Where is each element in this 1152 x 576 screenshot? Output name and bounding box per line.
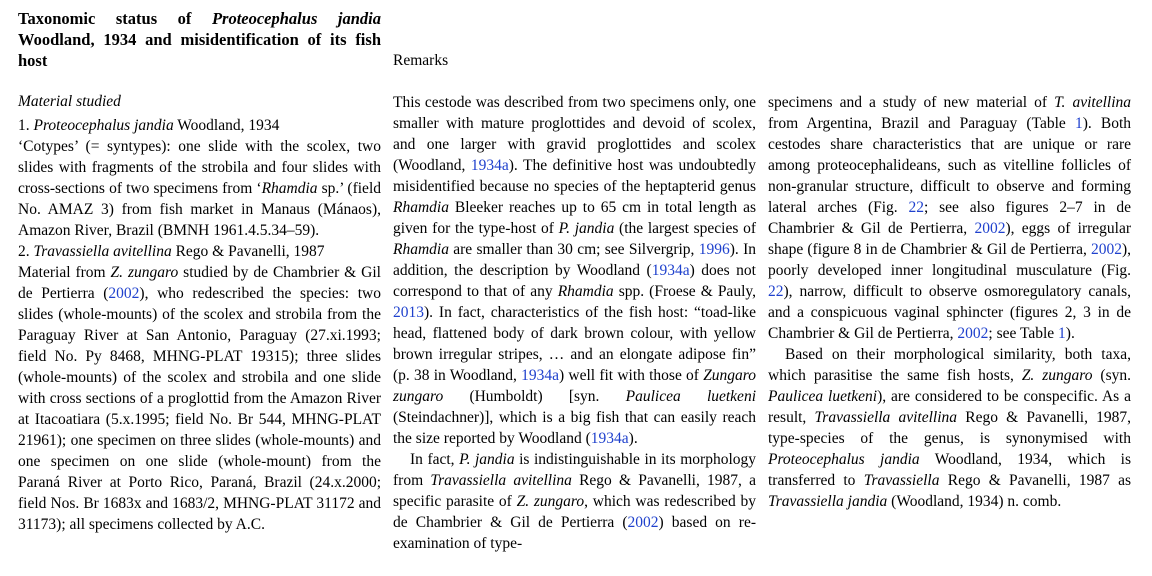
text-run: ), poorly developed inner longitudinal musculature (Fig. xyxy=(768,241,1131,279)
citation-link[interactable]: 1934a xyxy=(590,430,629,447)
text-run: T. avitellina xyxy=(1054,94,1131,111)
text-run: from Argentina, Brazil and Paraguay (Table xyxy=(768,115,1075,132)
text-run: This cestode was described from two specimens only, one smaller with mature proglottides and devoid of scolex, and one larger with gravid proglottides and scolex (Woodland, xyxy=(393,94,756,174)
text-run: Z. zungaro xyxy=(516,493,585,510)
text-run: ; see also figures 2–7 in de Chambrier & Gil de Pertierra, xyxy=(768,199,1132,237)
text-run: Rhamdia xyxy=(557,283,614,300)
text-run: ) based on re-examination of type- xyxy=(393,514,756,552)
remarks-paragraph-3 xyxy=(768,92,1131,344)
citation-link[interactable]: 2013 xyxy=(393,304,424,321)
text-run: are smaller than 30 cm; see Silvergrip, xyxy=(448,241,699,258)
text-run: Travassiella avitellina xyxy=(430,472,572,489)
text-run: Material from xyxy=(18,264,111,281)
text-run: ), are considered to be conspecific. As a result, xyxy=(768,388,1131,426)
material-item-2-body xyxy=(18,262,381,535)
text-run: Based on their morphological similarity, both taxa, which parasitise the same fish hosts, xyxy=(768,346,1131,384)
text-run: Rhamdia xyxy=(393,199,449,216)
text-run: Travassiella avitellina xyxy=(33,243,172,260)
text-run: Rego & Pavanelli, 1987, type-species of the genus, is synonymised with xyxy=(768,409,1132,447)
remarks-paragraph-2 xyxy=(393,449,756,554)
column-middle xyxy=(393,8,756,554)
text-run: , which was redescribed by de Chambrier & Gil de Pertierra ( xyxy=(393,493,757,531)
text-run: ). Both cestodes share characteristics that are unique or rare among proteocephalideans, such as vitelline follicles of non-granular structure, difficult to observe and forming lateral arches (Fig. xyxy=(768,115,1132,216)
text-run: Z. zungaro xyxy=(110,264,179,281)
citation-link[interactable]: 1934a xyxy=(521,367,560,384)
material-item-1-label xyxy=(18,115,381,136)
text-run: ), narrow, difficult to observe osmoregulatory canals, and a conspicuous vaginal sphincter (figures 2, 3 in de Chambrier & Gil de Pertierra, xyxy=(768,283,1131,342)
text-run: Rego & Pavanelli, 1987 as xyxy=(939,472,1131,489)
text-run: Travassiella xyxy=(863,472,940,489)
text-run: Proteocephalus jandia xyxy=(211,9,382,28)
citation-link[interactable]: 2002 xyxy=(974,220,1006,237)
text-run: (the largest species of xyxy=(614,220,757,237)
citation-link[interactable]: 2002 xyxy=(108,285,140,302)
text-run: ) does not correspond to that of any xyxy=(393,262,756,300)
text-run: Paulicea luetkeni xyxy=(625,388,756,405)
citation-link[interactable]: 2002 xyxy=(1090,241,1122,258)
text-run: ), eggs of irregular shape (figure 8 in de Chambrier & Gil de Pertierra, xyxy=(768,220,1132,258)
text-run: (Humboldt) [syn. xyxy=(443,388,626,405)
text-run: (syn. xyxy=(1092,367,1131,384)
text-run: Rhamdia xyxy=(393,241,449,258)
citation-link[interactable]: 1 xyxy=(1074,115,1083,132)
text-run: Woodland, 1934 xyxy=(173,117,280,134)
text-run: Zungaro zungaro xyxy=(393,367,757,405)
citation-link[interactable]: 2002 xyxy=(957,325,989,342)
text-run: ‘Cotypes’ (= syntypes): one slide with the scolex, two slides with fragments of the strobila and four slides with cross-sections of two specimens from ‘ xyxy=(18,138,381,197)
citation-link[interactable]: 22 xyxy=(768,283,784,300)
citation-link[interactable]: 1934a xyxy=(470,157,509,174)
article-section-title xyxy=(18,8,381,71)
text-run: Rego & Pavanelli, 1987 xyxy=(171,243,325,260)
text-run: Bleeker reaches up to 65 cm in total length as given for the type-host of xyxy=(393,199,756,237)
citation-link[interactable]: 22 xyxy=(908,199,924,216)
material-item-1-body xyxy=(18,136,381,241)
text-run: (Woodland, 1934) n. comb. xyxy=(887,493,1062,510)
text-run: spp. (Froese & Pauly, xyxy=(613,283,756,300)
remarks-paragraph-4 xyxy=(768,344,1131,512)
text-run: Paulicea luetkeni xyxy=(768,388,878,405)
text-run: Rego & Pavanelli, 1987, a specific parasite of xyxy=(393,472,756,510)
citation-link[interactable]: 1 xyxy=(1058,325,1066,342)
text-run: Travassiella jandia xyxy=(768,493,888,510)
text-run: In fact, xyxy=(410,451,460,468)
column-left xyxy=(18,8,381,554)
text-run: Rhamdia xyxy=(261,180,318,197)
text-run: ) well fit with those of xyxy=(559,367,704,384)
text-run: P. jandia xyxy=(558,220,615,237)
text-run: (Steindachner)], which is a big fish that can easily reach the size reported by Woodland ( xyxy=(393,409,756,447)
text-run: specimens and a study of new material of xyxy=(768,94,1055,111)
text-run: ). In addition, the description by Woodland ( xyxy=(393,241,757,279)
text-run: Z. zungaro xyxy=(1021,367,1093,384)
text-run: ), who redescribed the species: two slides (whole-mounts) of the scolex and strobila from the Paraguay River at San Antonio, Paraguay (27.xi.1993; field No. Py 8468, MHNG-PLAT 19315); three slides (whole-mounts) of the scolex and strobila and one slide with cross sections of a proglottid from the Amazon River at Itacoatiara (5.x.1995; field No. Br 544, MHNG-PLAT 21961); one specimen on three slides (whole-mounts) and one specimen on one slide (whole-mount) from the Paraná River at Porto Rico, Paraná, Brazil (24.x.2000; field Nos. Br 1683x and 1683/2, MHNG-PLAT 31172 and 31173); all specimens collected by A.C. xyxy=(18,285,381,533)
column-right xyxy=(768,8,1131,554)
text-run: studied by de Chambrier & Gil de Pertierra ( xyxy=(18,264,381,302)
text-run: 2. xyxy=(18,243,34,260)
text-run: Proteocephalus jandia xyxy=(768,451,920,468)
material-item-2-label xyxy=(18,241,381,262)
text-run: ). In fact, characteristics of the fish host: “toad-like head, flattened body of dark brown colour, with yellow brown irregular stripes, … and an elongate adipose fin” (p. 38 in Woodland, xyxy=(393,304,756,384)
text-run: P. jandia xyxy=(459,451,515,468)
text-run: ). xyxy=(1065,325,1075,342)
text-run: ). The definitive host was undoubtedly misidentified because no species of the heptapterid genus xyxy=(393,157,756,195)
text-run: Travassiella avitellina xyxy=(814,409,958,426)
text-run: 1. xyxy=(18,117,34,134)
text-run: is indistinguishable in its morphology from xyxy=(393,451,756,489)
material-studied-heading: Material studied xyxy=(18,93,121,110)
text-run: sp.’ (field No. AMAZ 3) from fish market in Manaus (Mánaos), Amazon River, Brazil (BMNH 1961.4.5.34–59). xyxy=(18,180,381,239)
citation-link[interactable]: 1996 xyxy=(698,241,730,258)
citation-link[interactable]: 2002 xyxy=(627,514,659,531)
text-run: Proteocephalus jandia xyxy=(33,117,174,134)
citation-link[interactable]: 1934a xyxy=(651,262,690,279)
text-run: Taxonomic status of xyxy=(18,9,212,28)
text-run: Woodland, 1934, which is transferred to xyxy=(768,451,1131,489)
text-run: ; see Table xyxy=(988,325,1059,342)
text-run: Woodland, 1934 and misidentification of its fish host xyxy=(18,30,381,70)
remarks-heading: Remarks xyxy=(393,52,449,69)
remarks-paragraph-1 xyxy=(393,92,756,449)
text-run: ). xyxy=(628,430,638,447)
